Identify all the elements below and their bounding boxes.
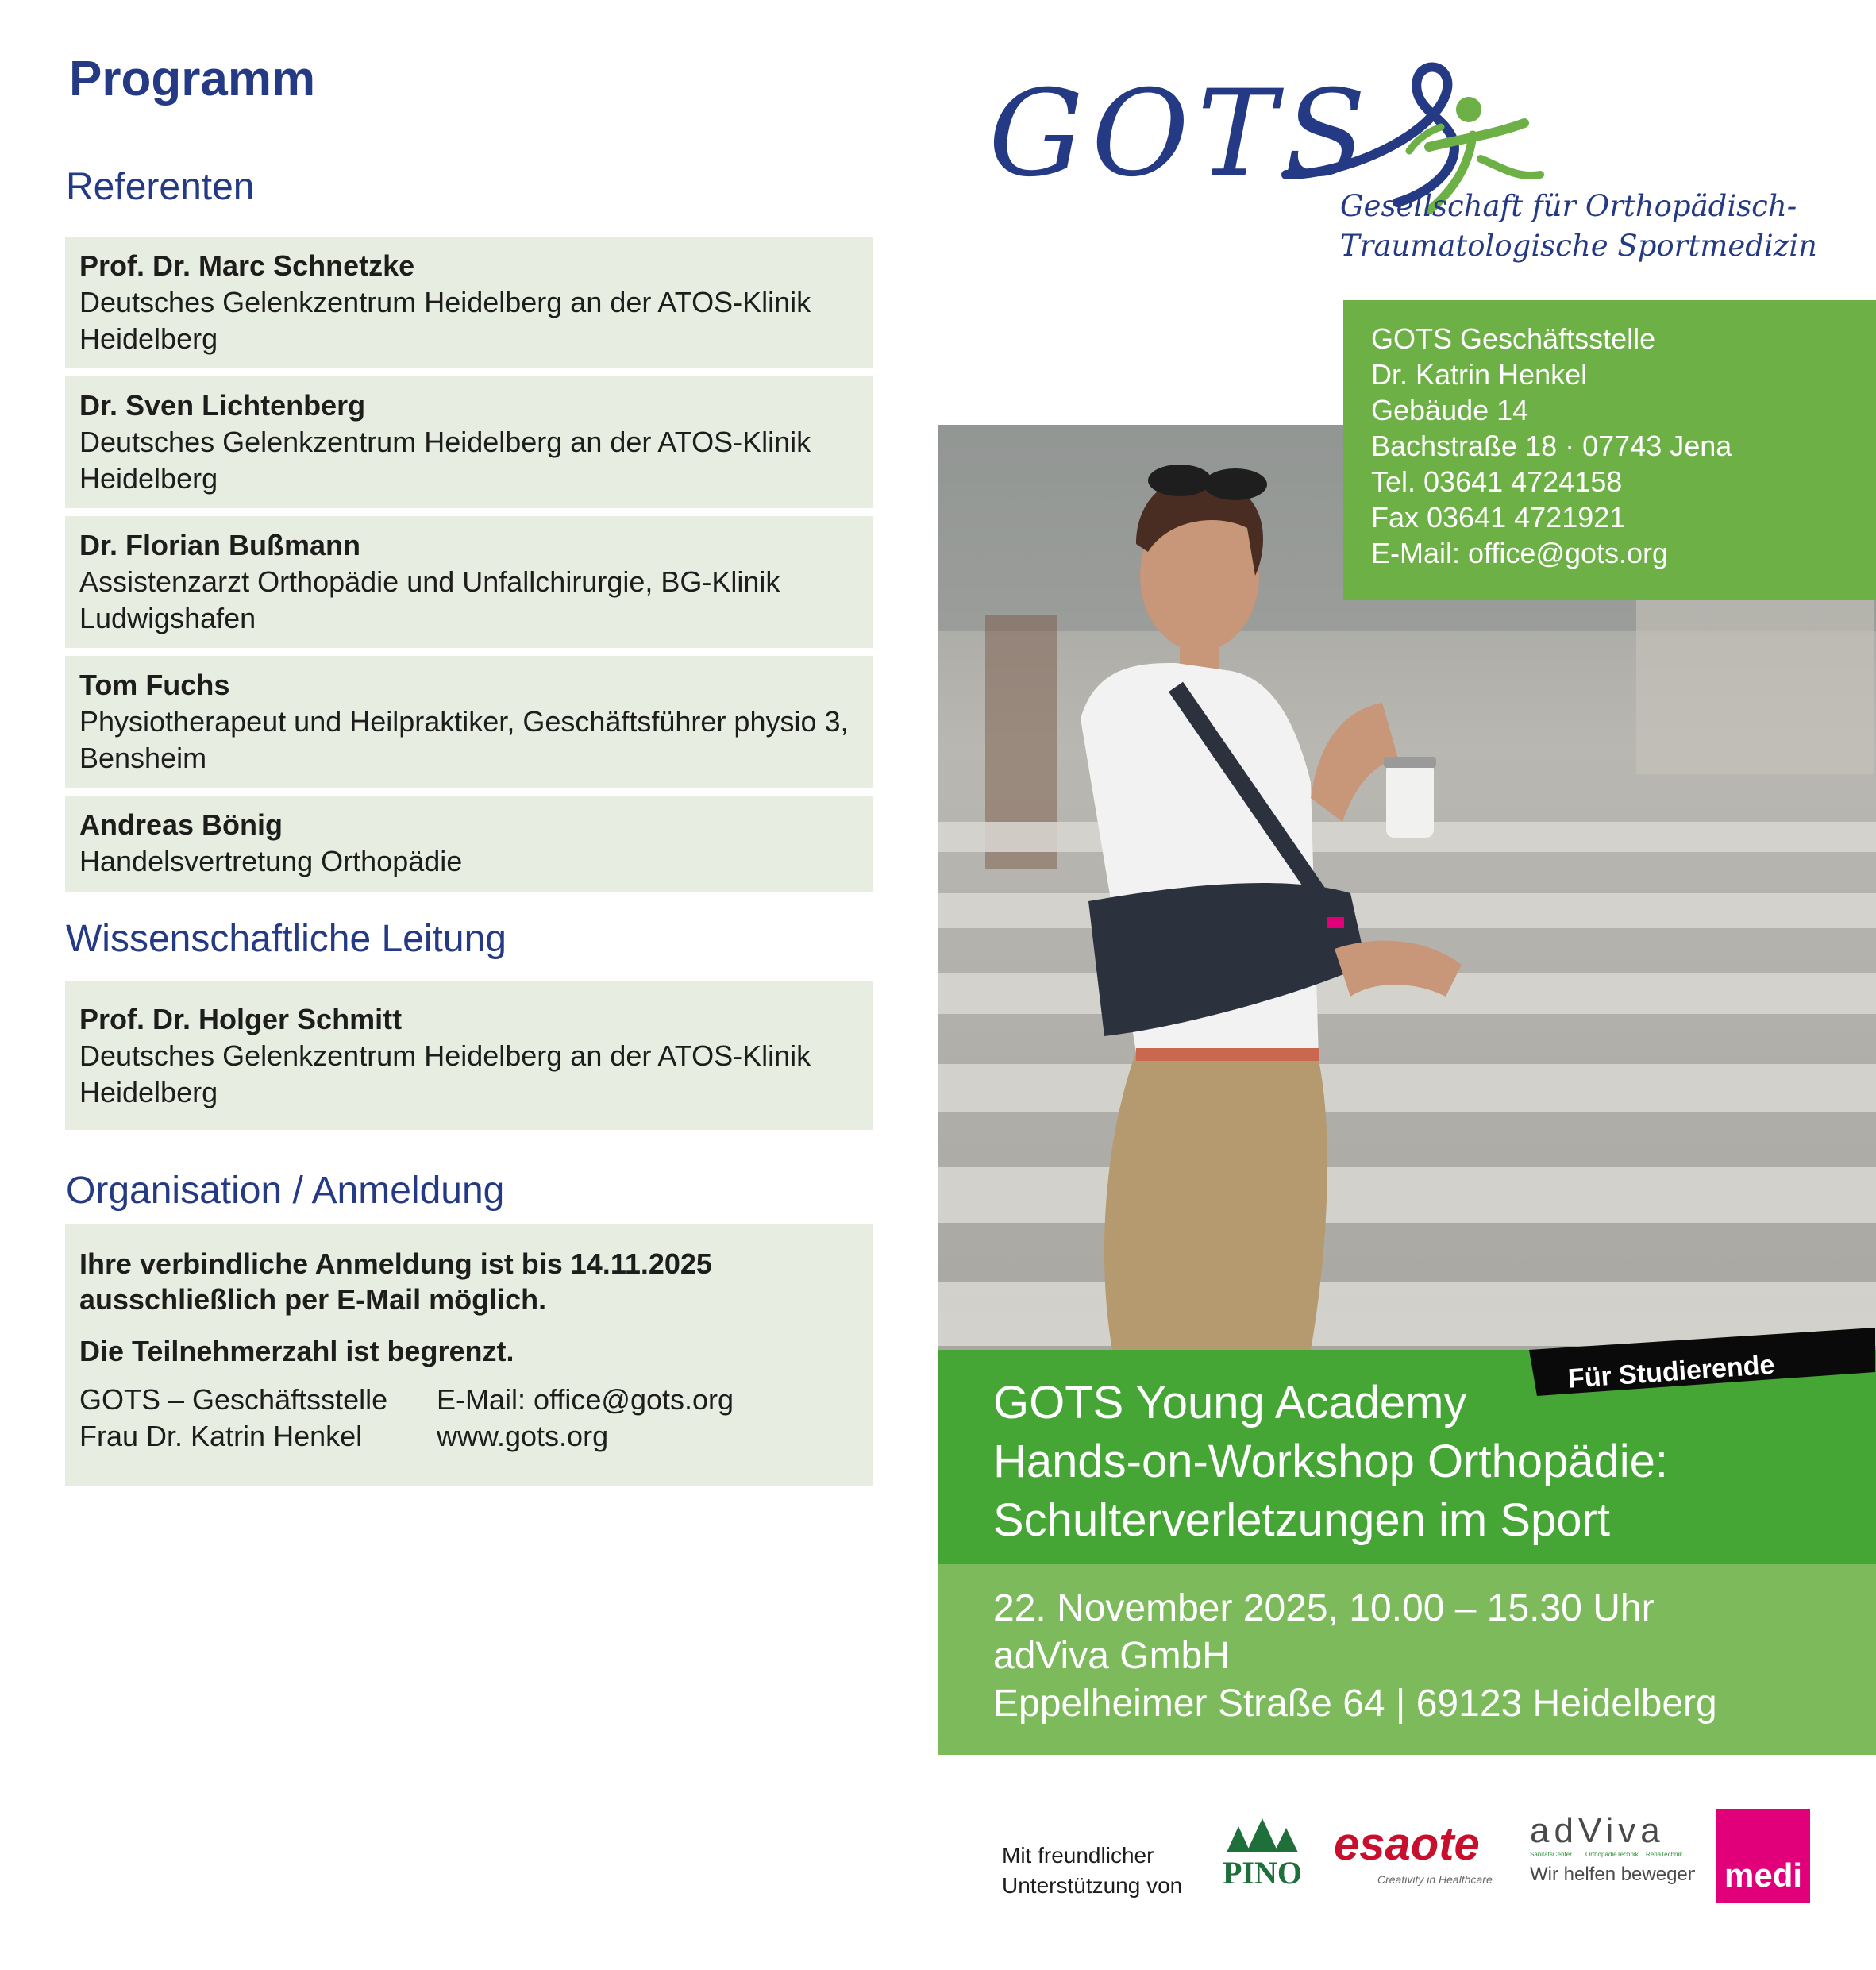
- leitung-affiliation: Deutsches Gelenkzentrum Heidelberg an der ATOS-Klinik Heidelberg: [79, 1039, 811, 1108]
- medi-logo: [1716, 1809, 1810, 1903]
- registration-method: ausschließlich per E-Mail möglich.: [79, 1283, 547, 1316]
- office-name: GOTS – Geschäftsstelle: [79, 1383, 388, 1416]
- event-title-line: Hands-on-Workshop Orthopädie:: [993, 1436, 1669, 1487]
- address-fax: Fax 03641 4721921: [1371, 501, 1626, 534]
- organisation-card: [65, 1224, 873, 1486]
- event-address: Eppelheimer Straße 64 | 69123 Heidelberg: [993, 1683, 1717, 1725]
- speaker-name: Andreas Bönig: [79, 808, 283, 841]
- logo-subtitle-line2: Traumatologische Sportmedizin: [1340, 229, 1817, 263]
- gots-wordmark: GOTS: [988, 65, 1374, 203]
- leitung-name: Prof. Dr. Holger Schmitt: [79, 1003, 403, 1035]
- address-line: GOTS Geschäftsstelle: [1371, 322, 1656, 355]
- speaker-affiliation: Deutsches Gelenkzentrum Heidelberg an der ATOS-Klinik Heidelberg: [79, 286, 811, 355]
- medi-text: medi: [1724, 1856, 1803, 1894]
- address-line: Dr. Katrin Henkel: [1371, 358, 1588, 391]
- contact-website[interactable]: www.gots.org: [437, 1420, 609, 1452]
- pino-logo: [1211, 1817, 1314, 1888]
- support-text: [1002, 1841, 1182, 1901]
- event-title-line: Schulterverletzungen im Sport: [993, 1494, 1610, 1546]
- registration-deadline: Ihre verbindliche Anmeldung ist bis 14.11.2025: [79, 1247, 712, 1280]
- adviva-subtag: RehaTechnik: [1646, 1851, 1683, 1858]
- address-box: [1343, 300, 1876, 600]
- adviva-subtag: SanitätsCenter: [1530, 1851, 1572, 1858]
- contact-office: [79, 1382, 437, 1455]
- support-line1: Mit freundlicher: [1002, 1843, 1154, 1868]
- contact-online: [437, 1382, 734, 1455]
- speaker-name: Tom Fuchs: [79, 669, 230, 701]
- referenten-heading: Referenten: [66, 166, 255, 208]
- speaker-affiliation: Handelsvertretung Orthopädie: [79, 845, 463, 877]
- esaote-tagline: Creativity in Healthcare: [1377, 1873, 1493, 1886]
- pino-text: PINO: [1223, 1855, 1302, 1888]
- adviva-logo: [1528, 1810, 1695, 1890]
- esaote-text: esaote: [1334, 1820, 1480, 1870]
- gots-logo: [984, 56, 1817, 278]
- support-line2: Unterstützung von: [1002, 1873, 1183, 1898]
- page-title: Programm: [69, 52, 316, 106]
- event-details-box: [938, 1564, 1876, 1755]
- speaker-card: [65, 237, 873, 368]
- address-line: Gebäude 14: [1371, 394, 1529, 426]
- address-email[interactable]: E-Mail: office@gots.org: [1371, 537, 1669, 569]
- speaker-affiliation: Deutsches Gelenkzentrum Heidelberg an der ATOS-Klinik Heidelberg: [79, 426, 811, 495]
- speaker-affiliation: Physiotherapeut und Heilpraktiker, Geschäftsführer physio 3, Bensheim: [79, 705, 849, 774]
- speaker-card: [65, 376, 873, 508]
- adviva-tagline: Wir helfen bewegen: [1530, 1864, 1695, 1885]
- logo-subtitle-line1: Gesellschaft für Orthopädisch-: [1340, 189, 1797, 223]
- event-title-line: GOTS Young Academy: [993, 1377, 1467, 1428]
- office-person: Frau Dr. Katrin Henkel: [79, 1420, 363, 1452]
- organisation-heading: Organisation / Anmeldung: [66, 1170, 505, 1212]
- badge-text: Für Studierende: [1566, 1349, 1776, 1394]
- audience-badge: [1529, 1328, 1875, 1396]
- speaker-card: [65, 656, 873, 788]
- participant-limit: Die Teilnehmerzahl ist begrenzt.: [79, 1335, 514, 1367]
- esaote-logo: [1330, 1820, 1512, 1891]
- event-venue: adViva GmbH: [993, 1635, 1230, 1677]
- speaker-name: Dr. Florian Bußmann: [79, 529, 361, 561]
- speaker-card: [65, 796, 873, 892]
- address-phone: Tel. 03641 4724158: [1371, 465, 1623, 498]
- leitung-heading: Wissenschaftliche Leitung: [66, 918, 507, 960]
- speaker-card: [65, 516, 873, 648]
- contact-email[interactable]: E-Mail: office@gots.org: [437, 1383, 734, 1416]
- speaker-affiliation: Assistenzarzt Orthopädie und Unfallchirurgie, BG-Klinik Ludwigshafen: [79, 565, 780, 634]
- speaker-name: Dr. Sven Lichtenberg: [79, 389, 366, 422]
- adviva-subtag: OrthopädieTechnik: [1585, 1851, 1639, 1858]
- speaker-name: Prof. Dr. Marc Schnetzke: [79, 249, 415, 282]
- adviva-text: adViva: [1530, 1811, 1665, 1850]
- organisation-contacts: [79, 1382, 858, 1455]
- event-date: 22. November 2025, 10.00 – 15.30 Uhr: [993, 1587, 1655, 1629]
- address-line: Bachstraße 18 · 07743 Jena: [1371, 430, 1732, 462]
- leitung-card: [65, 981, 873, 1130]
